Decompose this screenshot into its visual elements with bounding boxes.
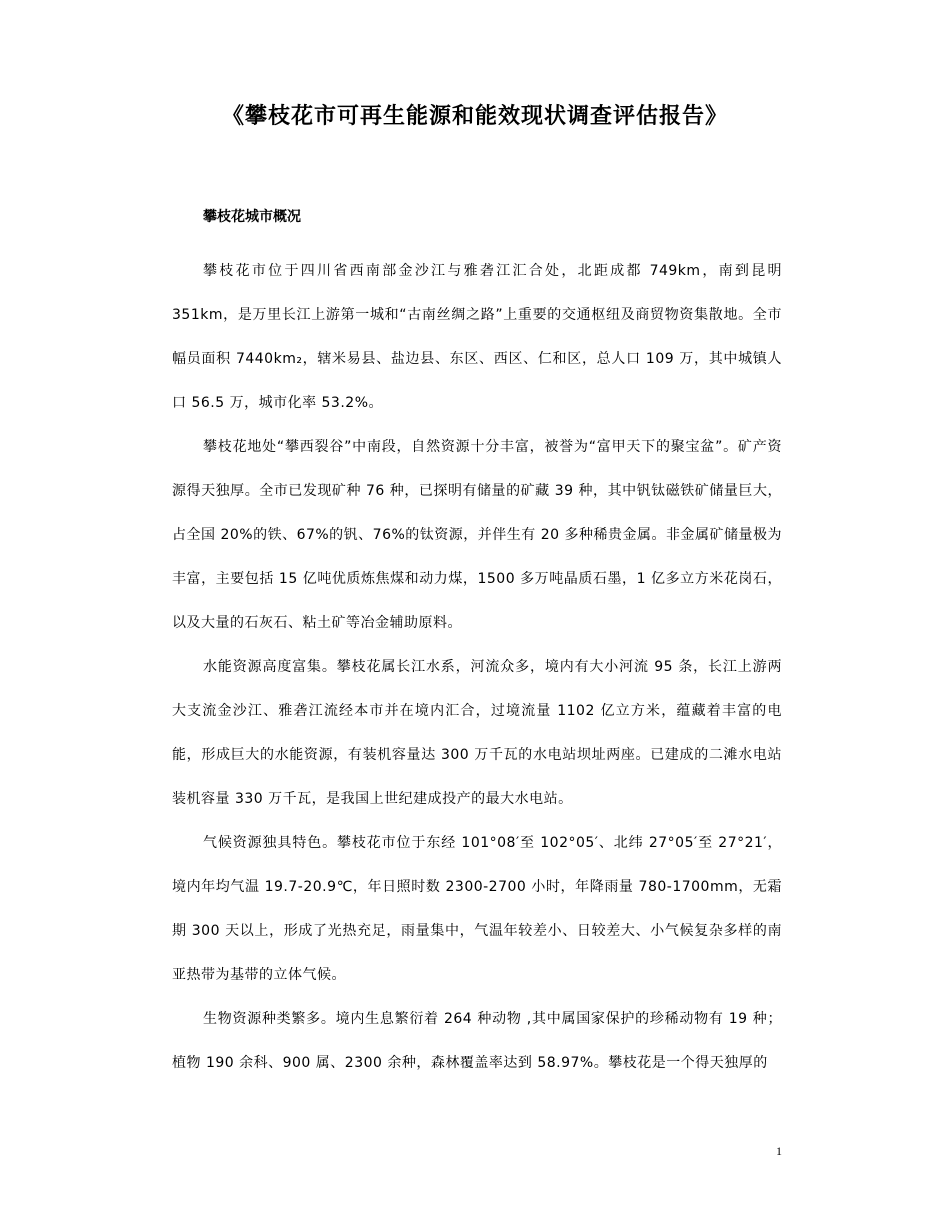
paragraph-hydro-resources: 水能资源高度富集。攀枝花属长江水系，河流众多，境内有大小河流 95 条，长江上游两大支流金沙江、雅砻江流经本市并在境内汇合，过境流量 1102 亿立方米，蕴藏着丰富的电能，形成巨大的水能资源，有装机容量达 300 万千瓦的水电站坝址两座。已建成的二滩水电站装机容量 330 万千瓦，是我国上世纪建成投产的最大水电站。 [172,659,782,807]
paragraph-mineral-resources: 攀枝花地处“攀西裂谷”中南段，自然资源十分丰富，被誉为“富甲天下的聚宝盆”。矿产资源得天独厚。全市已发现矿种 76 种，已探明有储量的矿藏 39 种，其中钒钛磁铁矿储量巨大，占全国 20%的铁、67%的钒、76%的钛资源，并伴生有 20 多种稀贵金属。非金属矿储量极为丰富，主要包括 15 亿吨优质炼焦煤和动力煤，1500 多万吨晶质石墨，1 亿多立方米花岗石，以及大量的石灰石、粘土矿等冶金辅助原料。 [172,439,783,631]
paragraph-location: 攀枝花市位于四川省西南部金沙江与雅砻江汇合处，北距成都 749km，南到昆明 351km，是万里长江上游第一城和“古南丝绸之路”上重要的交通枢纽及商贸物资集散地。全市幅员面积 7440km₂，辖米易县、盐边县、东区、西区、仁和区，总人口 109 万，其中城镇人口 56.5 万，城市化率 53.2%。 [172,263,782,411]
document-title: 《攀枝花市可再生能源和能效现状调查评估报告》 [221,104,728,129]
paragraph-biological-resources: 生物资源种类繁多。境内生息繁衍着 264 种动物 ,其中属国家保护的珍稀动物有 19 种；植物 190 余科、900 属、2300 余种，森林覆盖率达到 58.97%。攀枝花是一个得天独厚的 [172,1011,782,1071]
body-text [172,249,782,1085]
page-number: 1 [776,1144,782,1158]
paragraph-climate-resources: 气候资源独具特色。攀枝花市位于东经 101°08′至 102°05′、北纬 27°05′至 27°21′，境内年均气温 19.7-20.9℃，年日照时数 2300-2700 小时，年降雨量 780-1700mm，无霜期 300 天以上，形成了光热充足，雨量集中，气温年较差小、日较差大、小气候复杂多样的南亚热带为基带的立体气候。 [172,835,782,983]
section-heading: 攀枝花城市概况 [203,209,301,225]
